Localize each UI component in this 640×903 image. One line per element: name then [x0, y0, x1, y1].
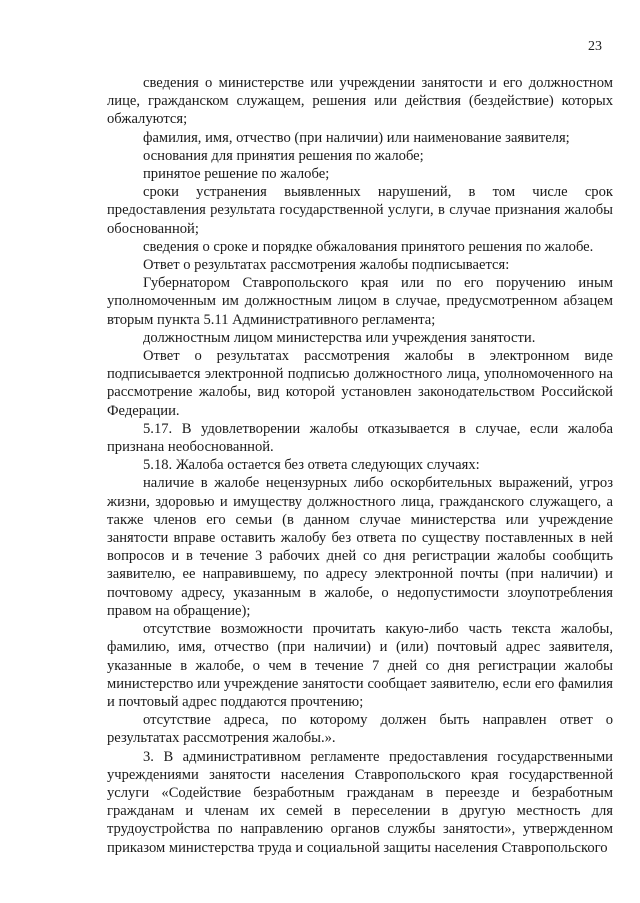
- paragraph: 5.18. Жалоба остается без ответа следующих случаях:: [143, 457, 480, 474]
- paragraph: Губернатором Ставропольского края или по его поручению иным уполномоченным им должностным лицом в случае, предусмотренном абзацем вторым пункта 5.11 Административного регламента;: [107, 275, 613, 328]
- paragraph: сведения о сроке и порядке обжалования принятого решения по жалобе.: [143, 238, 594, 255]
- paragraph: должностным лицом министерства или учреждения занятости.: [143, 329, 536, 346]
- paragraph: 3. В административном регламенте предоставления государственными учреждениями занятости населения Ставропольского края государственной услуги «Содействие безработным гражданам в переезде и безработным гражданам и членам их семей в переселении в другую местность для трудоустройства по направлению органов службы занятости», утвержденном приказом министерства труда и социальной защиты населения Ставропольского: [107, 748, 613, 856]
- document-body: [107, 74, 613, 857]
- page-number: 23: [588, 39, 602, 54]
- paragraph: сведения о министерстве или учреждении занятости и его должностном лице, гражданском служащем, решения или действия (бездействие) которых обжалуются;: [107, 75, 613, 128]
- paragraph: отсутствие возможности прочитать какую-либо часть текста жалобы, фамилию, имя, отчество (при наличии) и (или) почтовый адрес заявителя, указанные в жалобе, о чем в течение 7 дней со дня регистрации жалобы министерство или учреждение занятости сообщает заявителю, если его фамилия и почтовый адрес поддаются прочтению;: [107, 621, 613, 710]
- paragraph: отсутствие адреса, по которому должен быть направлен ответ о результатах рассмотрения жалобы.».: [107, 712, 613, 747]
- paragraph: Ответ о результатах рассмотрения жалобы в электронном виде подписывается электронной подписью должностного лица, уполномоченного на рассмотрение жалобы, вид которой установлен законодательством Российской Федерации.: [107, 348, 613, 419]
- paragraph: фамилия, имя, отчество (при наличии) или наименование заявителя;: [143, 129, 570, 146]
- paragraph: принятое решение по жалобе;: [143, 166, 330, 183]
- paragraph: основания для принятия решения по жалобе;: [143, 147, 424, 164]
- paragraph: 5.17. В удовлетворении жалобы отказывается в случае, если жалоба признана необоснованной.: [107, 420, 613, 456]
- paragraph: Ответ о результатах рассмотрения жалобы подписывается:: [143, 257, 510, 274]
- paragraph: сроки устранения выявленных нарушений, в том числе срок предоставления результата государственной услуги, в случае признания жалобы обоснованной;: [107, 184, 613, 237]
- paragraph: наличие в жалобе нецензурных либо оскорбительных выражений, угроз жизни, здоровью и имуществу должностного лица, гражданского служащего, а также членов его семьи (в данном случае министерства или учреждение занятости вправе оставить жалобу без ответа по существу поставленных в ней вопросов и в течение 3 рабочих дней со дня регистрации жалобы сообщить заявителю, ее направившему, по адресу электронной почты (при наличии) и почтовому адресу, указанным в жалобе, о недопустимости злоупотребления правом на обращение);: [107, 475, 613, 619]
